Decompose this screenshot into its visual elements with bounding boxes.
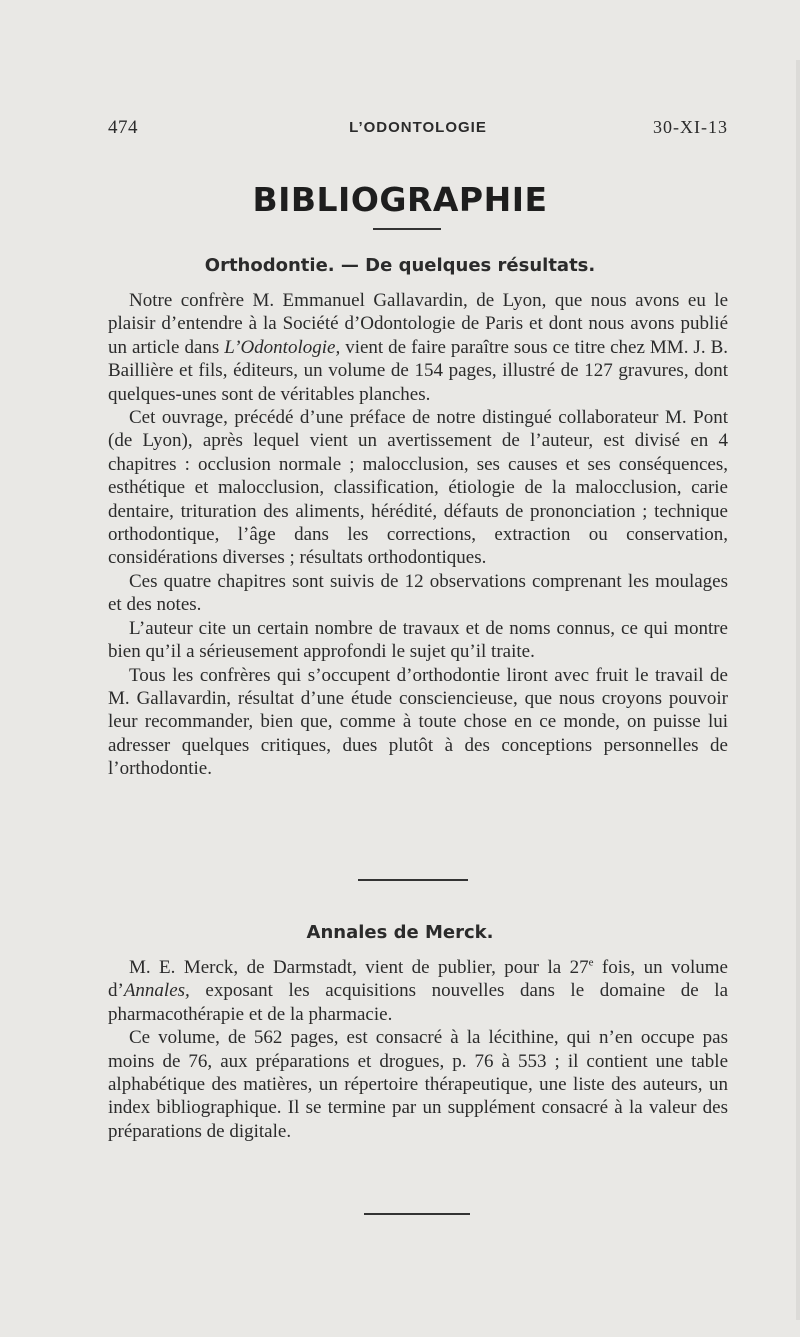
publication-title: Annales,	[123, 980, 190, 1002]
end-rule	[364, 1213, 470, 1215]
paragraph: Cet ouvrage, précédé d’une préface de notre distingué collaborateur M. Pont (de Lyon), après lequel vient un avertissement de l’auteur, est divisé en 4 chapitres : occlusion normale ; malocclusion, ses causes et ses conséquences, esthétique et malocclusion, classification, étiologie de la malocclusion, carie dentaire, trituration des aliments, hérédité, défauts de prononciation ; technique orthodontique, l’âge dans les corrections, extraction ou conservation, considérations diverses ; résultats orthodontiques.	[108, 407, 728, 569]
journal-title: L’Odontologie,	[224, 336, 341, 358]
section-body-orthodontie	[108, 289, 728, 781]
paragraph: Notre confrère M. Emmanuel Gallavardin, de Lyon, que nous avons eu le plaisir d’entendre à la Société d’Odontologie de Paris et dont nous avons publié un article dans L’Odontologie, vient de faire paraître sous ce titre chez MM. J. B. Baillière et fils, éditeurs, un volume de 154 pages, illustré de 127 gravures, dont quelques-unes sont de véritables planches.	[108, 290, 728, 405]
running-header	[108, 117, 728, 145]
paragraph: L’auteur cite un certain nombre de travaux et de noms connus, ce qui montre bien qu’il a sérieusement approfondi le sujet qu’il traite.	[108, 617, 728, 663]
title-rule	[373, 228, 441, 230]
section-heading-orthodontie: Orthodontie. — De quelques résultats.	[204, 255, 596, 276]
section-rule	[358, 879, 468, 881]
issue-date: 30-XI-13	[653, 117, 728, 137]
paragraph: Ce volume, de 562 pages, est consacré à la lécithine, qui n’en occupe pas moins de 76, aux préparations et drogues, p. 76 à 553 ; il contient une table alphabétique des matières, un répertoire thérapeutique, une liste des auteurs, un index bibliographique. Il se termine par un supplément consacré à la valeur des préparations de digitale.	[108, 1027, 728, 1142]
page-title: BIBLIOGRAPHIE	[252, 180, 548, 219]
paragraph: M. E. Merck, de Darmstadt, vient de publier, pour la 27e fois, un volume d’Annales, exposant les acquisitions nouvelles dans le domaine de la pharmacothérapie et de la pharmacie.	[108, 956, 728, 1025]
paragraph: Tous les confrères qui s’occupent d’orthodontie liront avec fruit le travail de M. Gallavardin, résultat d’une étude consciencieuse, que nous croyons pouvoir leur recommander, bien que, comme à toute chose en ce monde, on puisse lui adresser quelques critiques, dues plutôt à des conceptions personnelles de l’orthodontie.	[108, 664, 728, 780]
section-heading-merck: Annales de Merck.	[306, 922, 494, 943]
section-body-merck	[108, 956, 728, 1143]
page-edge-shadow	[796, 60, 800, 1320]
running-title: L’ODONTOLOGIE	[349, 119, 487, 136]
paragraph: Ces quatre chapitres sont suivis de 12 observations comprenant les moulages et des notes.	[108, 570, 728, 616]
page-number: 474	[108, 117, 138, 138]
